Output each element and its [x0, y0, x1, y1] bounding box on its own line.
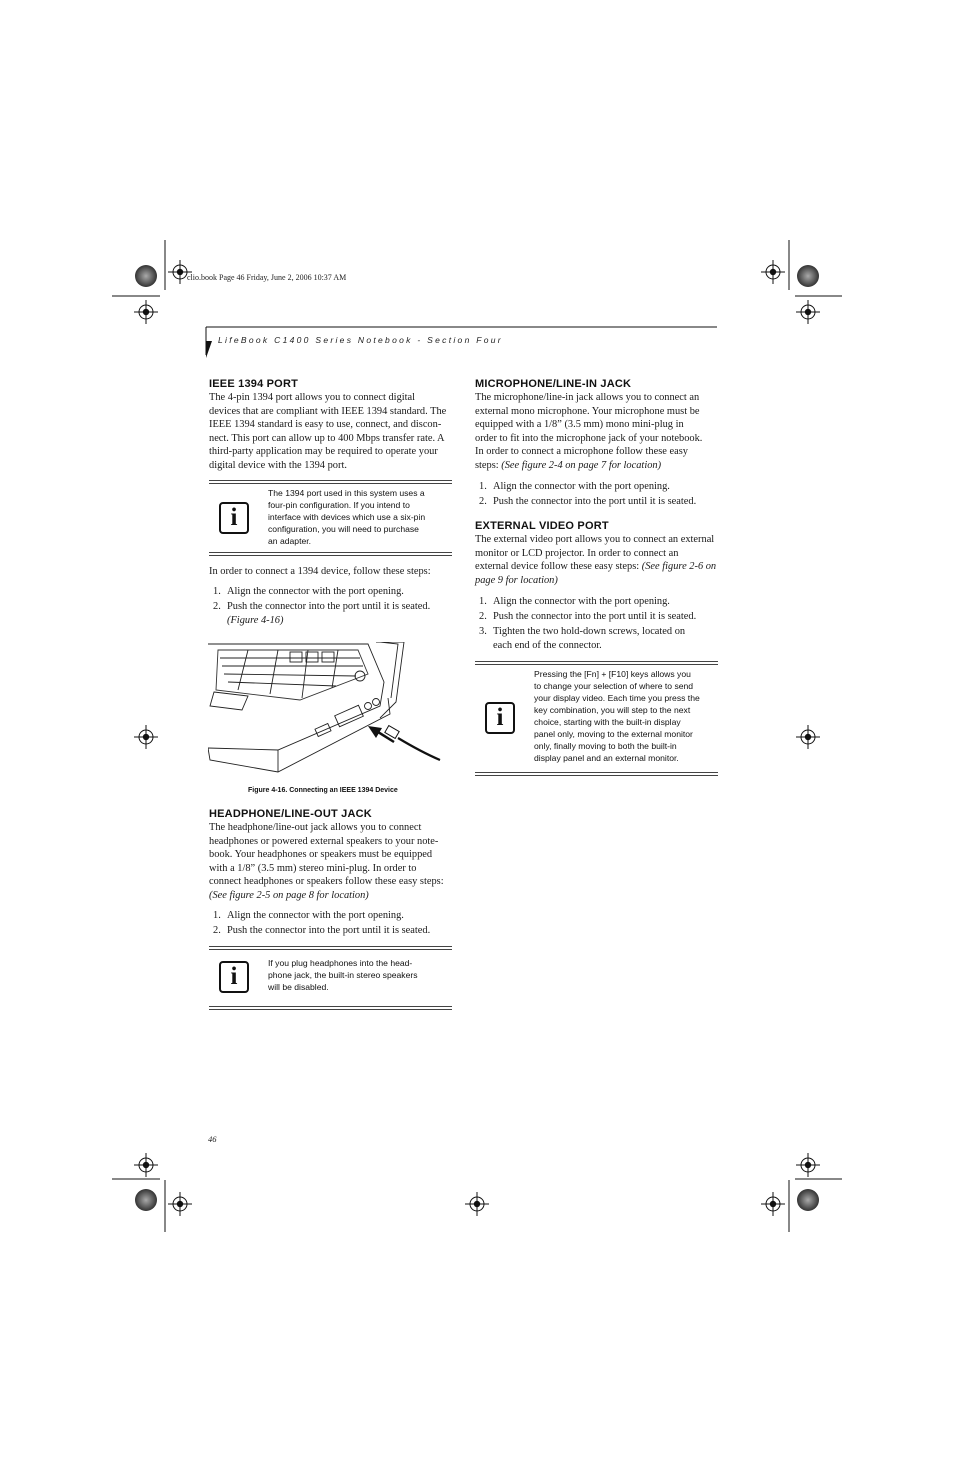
list-item: 1. Align the connector with the port opening. — [213, 586, 404, 597]
note-box-video — [475, 661, 718, 776]
laptop-illustration — [208, 642, 444, 778]
running-header: LifeBook C1400 Series Notebook - Section Four — [218, 335, 503, 345]
section-microphone — [475, 378, 721, 472]
section-paragraph: The headphone/line-out jack allows you to connect headphones or powered external speakers to your note- book. Your headphones or speakers must be equipped with a 1/8” (3.5 mm) stereo mini-plug. In order to connect headphones or speakers follow these easy steps: (See figure 2-5 on page 8 for location) — [209, 822, 444, 901]
page-number: 46 — [208, 1134, 217, 1144]
steps-list-1394 — [209, 585, 455, 629]
list-item: 2. Push the connector into the port until it is seated. — [479, 611, 697, 622]
steps-list-video — [475, 595, 721, 654]
note-box-1394 — [209, 480, 452, 556]
info-icon: i — [219, 961, 249, 993]
steps-list-headphone — [209, 909, 455, 939]
list-item: 2. Push the connector into the port until it is seated. — [213, 925, 431, 936]
note-text: Pressing the [Fn] + [F10] keys allows you to change your selection of where to send your display video. Each time you press the key combination, you will step to the next choice, starting with the built-in display panel only, moving to the external monitor only, finally moving to both the built-in display panel and an external monitor. — [534, 669, 700, 763]
list-item: 1. Align the connector with the port opening. — [479, 481, 670, 492]
section-headphone — [209, 808, 455, 902]
section-paragraph: The 4-pin 1394 port allows you to connect digital devices that are compliant with IEEE 1394 standard. The IEEE 1394 standard is easy to use, connect, and discon- nect. This port can allow up to 400 Mbps transfer rate. A third-party application may be required to operate your digital device with the 1394 port. — [209, 392, 447, 471]
note-text: If you plug headphones into the head- phone jack, the built-in stereo speakers will be disabled. — [268, 958, 418, 992]
section-heading: EXTERNAL VIDEO PORT — [475, 520, 609, 532]
steps-list-microphone — [475, 480, 721, 510]
info-icon: i — [485, 702, 515, 734]
instruction-intro: In order to connect a 1394 device, follow these steps: — [209, 566, 431, 577]
section-paragraph: The external video port allows you to connect an external monitor or LCD projector. In order to connect an external device follow these easy steps: (See figure 2-6 on page 9 for location) — [475, 534, 717, 586]
note-box-headphone — [209, 946, 452, 1010]
list-item: 2. Push the connector into the port until it is seated. (Figure 4-16) — [213, 601, 431, 626]
note-text: The 1394 port used in this system uses a four-pin configuration. If you intend to interface with devices which use a six-pin configuration, you will need to purchase an adapter. — [268, 488, 426, 546]
section-paragraph: The microphone/line-in jack allows you to connect an external mono microphone. Your microphone must be equipped with a 1/8” (3.5 mm) mono mini-plug in order to fit into the microphone jack of your notebook. In order to connect a microphone follow these easy steps: (See figure 2-4 on page 7 for location) — [475, 392, 703, 471]
section-heading: HEADPHONE/LINE-OUT JACK — [209, 808, 372, 820]
list-item: 1. Align the connector with the port opening. — [479, 596, 670, 607]
section-ieee-1394 — [209, 378, 455, 472]
list-item: 1. Align the connector with the port opening. — [213, 910, 404, 921]
section-external-video — [475, 520, 721, 587]
list-item: 3. Tighten the two hold-down screws, located on each end of the connector. — [479, 626, 686, 651]
figure-caption: Figure 4-16. Connecting an IEEE 1394 Device — [248, 787, 398, 794]
list-item: 2. Push the connector into the port until it is seated. — [479, 496, 697, 507]
print-slug: clio.book Page 46 Friday, June 2, 2006 10:37 AM — [187, 273, 347, 282]
section-heading: MICROPHONE/LINE-IN JACK — [475, 378, 632, 390]
section-heading: IEEE 1394 PORT — [209, 378, 299, 390]
info-icon: i — [219, 502, 249, 534]
